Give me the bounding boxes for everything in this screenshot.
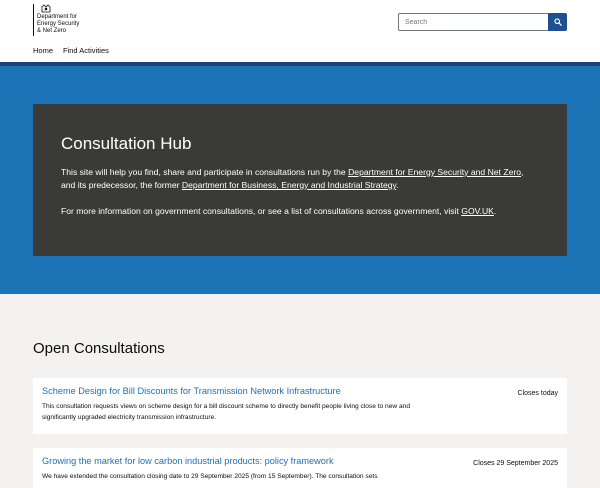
consultation-description: We have extended the consultation closing date to 29 September 2025 (from 15 September). The consultation sets xyxy=(42,473,378,480)
consultation-card xyxy=(33,448,567,488)
hero-banner xyxy=(0,66,600,294)
search-icon xyxy=(554,18,562,26)
main-nav xyxy=(33,46,109,55)
hero-intro-text: This site will help you find, share and participate in consultations run by the xyxy=(61,167,349,177)
hero-more-text: For more information on government consultations, or see a list of consultations across government, visit xyxy=(61,206,462,216)
consultation-description: This consultation requests views on scheme design for a bill discount scheme to directly benefit people living close to new and significantly upgraded electricity transmission infrastructure. xyxy=(42,403,410,421)
nav-find-activities[interactable]: Find Activities xyxy=(63,46,109,55)
logo-line: Department for xyxy=(37,14,78,20)
search-button[interactable] xyxy=(548,13,567,31)
consultation-title-link[interactable]: Scheme Design for Bill Discounts for Transmission Network Infrastructure xyxy=(42,386,341,396)
site-header xyxy=(0,0,600,62)
consultation-card xyxy=(33,378,567,434)
search-input[interactable] xyxy=(398,13,548,31)
open-consultations-heading: Open Consultations xyxy=(33,340,165,357)
desnz-link[interactable]: Department for Energy Security and Net Zero xyxy=(348,167,522,177)
logo-line: & Net Zero xyxy=(37,28,67,34)
hero-panel xyxy=(33,104,567,256)
hero-intro xyxy=(61,166,539,192)
hero-more-info xyxy=(61,205,539,218)
beis-link[interactable]: Department for Business, Energy and Industrial Strategy xyxy=(181,180,397,190)
department-logo[interactable] xyxy=(33,4,79,36)
consultation-closing-date: Closes 29 September 2025 xyxy=(473,460,558,467)
consultation-closing-date: Closes today xyxy=(517,390,558,397)
consultation-title-link[interactable]: Growing the market for low carbon industrial products: policy framework xyxy=(42,456,334,466)
page-title: Consultation Hub xyxy=(61,134,192,153)
logo-line: Energy Security xyxy=(37,21,80,27)
logo-divider xyxy=(33,4,34,36)
search-bar xyxy=(398,13,567,31)
govuk-link[interactable]: GOV.UK xyxy=(461,206,494,216)
hero-intro-text: , and its predecessor, the former xyxy=(61,167,524,190)
logo-text xyxy=(37,14,79,35)
nav-home[interactable]: Home xyxy=(33,46,54,55)
hero-intro-text: . xyxy=(396,180,399,190)
hero-more-text: . xyxy=(493,206,497,216)
royal-crest-icon xyxy=(41,4,51,13)
